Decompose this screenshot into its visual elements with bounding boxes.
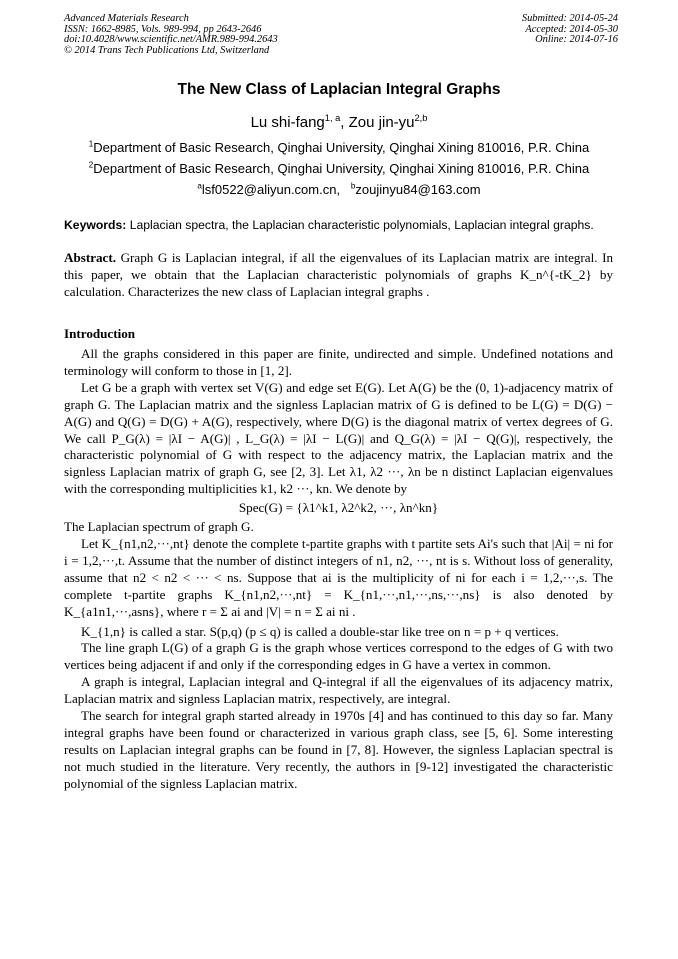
intro-paragraph-4: Let K_{n1,n2,···,nt} denote the complete t-partite graphs with t partite sets Ai's such that |Ai| = ni for i = 1,2,···,t. Assume that the number of distinct integers of n1, n2, ···, nt is s. Without loss of generality, assume that n2 < n2 < ··· < ns. Suppose that ai is the multiplicity of ni for each i = 1,2,···,s. The complete t-partite graphs K_{n1,n2,···,nt} = K_{n1,···,n1,···,ns,···,ns} is also denoted by K_{a1n1,···,asns}, where r = Σ ai and |V| = n = Σ ai ni .: [64, 535, 613, 619]
online-date: Online: 2014-07-16: [535, 34, 618, 46]
accepted-date: Accepted: 2014-05-30: [525, 23, 618, 35]
abstract: [64, 250, 613, 301]
affiliation-1: [0, 140, 678, 155]
journal-header-left: [64, 14, 278, 56]
email-b[interactable]: zoujinyu84@163.com: [355, 182, 481, 197]
introduction-body: [64, 346, 613, 793]
email-a-sup: a: [197, 181, 202, 191]
intro-paragraph-3: The Laplacian spectrum of graph G.: [64, 519, 254, 535]
intro-paragraph-5: K_{1,n} is called a star. S(p,q) (p ≤ q) is called a double-star like tree on n = p + q vertices.: [81, 623, 559, 639]
intro-paragraph-8: The search for integral graph started already in 1970s [4] and has continued to this day so far. Many integral graphs have been found or characterized in various graph class, see [5, 6]. Some interesting results on Laplacian integral graphs can be found in [7, 8]. However, the signless Laplacian spectral is not much studied in the literature. Very recently, the authors in [9-12] investigated the characteristic polynomial of the signless Laplacian matrix.: [64, 708, 613, 791]
section-heading-introduction: Introduction: [64, 326, 136, 341]
intro-paragraph-6: The line graph L(G) of a graph G is the graph whose vertices correspond to the edges of G with two vertices being adjacent if and only if the corresponding edges in G have a vertex in common.: [64, 640, 613, 673]
affiliation-2-sup: 2: [88, 160, 94, 170]
affiliation-2-text: Department of Basic Research, Qinghai University, Qinghai Xining 810016, P.R. China: [93, 161, 590, 176]
journal-name: Advanced Materials Research: [64, 13, 189, 24]
author-2: Zou jin-yu: [348, 114, 415, 131]
journal-header-right: [522, 14, 618, 46]
email-a[interactable]: lsf0522@aliyun.com.cn,: [201, 182, 341, 197]
affiliation-1-text: Department of Basic Research, Qinghai University, Qinghai Xining 810016, P.R. China: [93, 140, 590, 155]
abstract-label: Abstract.: [64, 250, 116, 265]
author-1: Lu shi-fang: [250, 114, 325, 131]
issn-line: ISSN: 1662-8985, Vols. 989-994, pp 2643-2646: [64, 23, 262, 35]
keywords-label: Keywords:: [64, 218, 127, 232]
spectrum-equation: Spec(G) = {λ1^k1, λ2^k2, ···, λn^kn}: [238, 500, 439, 516]
author-1-sup: 1, a: [324, 113, 341, 123]
keywords-line: [64, 218, 624, 232]
doi-line: doi:10.4028/www.scientific.net/AMR.989-994.2643: [64, 34, 278, 46]
author-2-sup: 2,b: [414, 113, 428, 123]
affiliation-1-sup: 1: [88, 139, 94, 149]
author-separator: ,: [340, 114, 349, 131]
author-line: [0, 114, 678, 131]
intro-paragraph-2: Let G be a graph with vertex set V(G) and edge set E(G). Let A(G) be the (0, 1)-adjacency matrix of graph G. The Laplacian matrix and the signless Laplacian matrix of G is defined to be L(G) = D(G) − A(G) and Q(G) = D(G) + A(G), respectively, where D(G) is the diagonal matrix of vertex degrees of G. We call P_G(λ) = |λI − A(G)| , L_G(λ) = |λI − L(G)| and Q_G(λ) = |λI − Q(G)|, respectively, the characteristic polynomial of G with respect to the adjacency matrix, the Laplacian matrix and the signless Laplacian matrix of graph G, see [2, 3]. Let λ1, λ2 ···, λn be n distinct Laplacian eigenvalues with the corresponding multiplicities k1, k2 ···, kn. We denote by: [64, 379, 613, 497]
keywords-text: Laplacian spectra, the Laplacian characteristic polynomials, Laplacian integral graphs.: [129, 218, 594, 232]
abstract-text: Graph G is Laplacian integral, if all the eigenvalues of its Laplacian matrix are integral. In this paper, we obtain that the Laplacian characteristic polynomials of graphs K_n^{-tK_2} by calculation. Characterizes the new class of Laplacian integral graphs .: [64, 250, 613, 299]
intro-paragraph-1: All the graphs considered in this paper are finite, undirected and simple. Undefined notations and terminology will conform to those in [1, 2].: [64, 346, 613, 378]
copyright-line: © 2014 Trans Tech Publications Ltd, Switzerland: [64, 44, 270, 56]
email-line: [0, 182, 678, 197]
submitted-date: Submitted: 2014-05-24: [521, 13, 618, 24]
intro-paragraph-7: A graph is integral, Laplacian integral and Q-integral if all the eigenvalues of its adjacency matrix, Laplacian matrix and signless Laplacian matrix, respectively, are integral.: [64, 674, 613, 707]
affiliation-2: [0, 161, 678, 176]
email-b-sup: b: [350, 181, 356, 191]
paper-title: The New Class of Laplacian Integral Graphs: [177, 81, 501, 98]
